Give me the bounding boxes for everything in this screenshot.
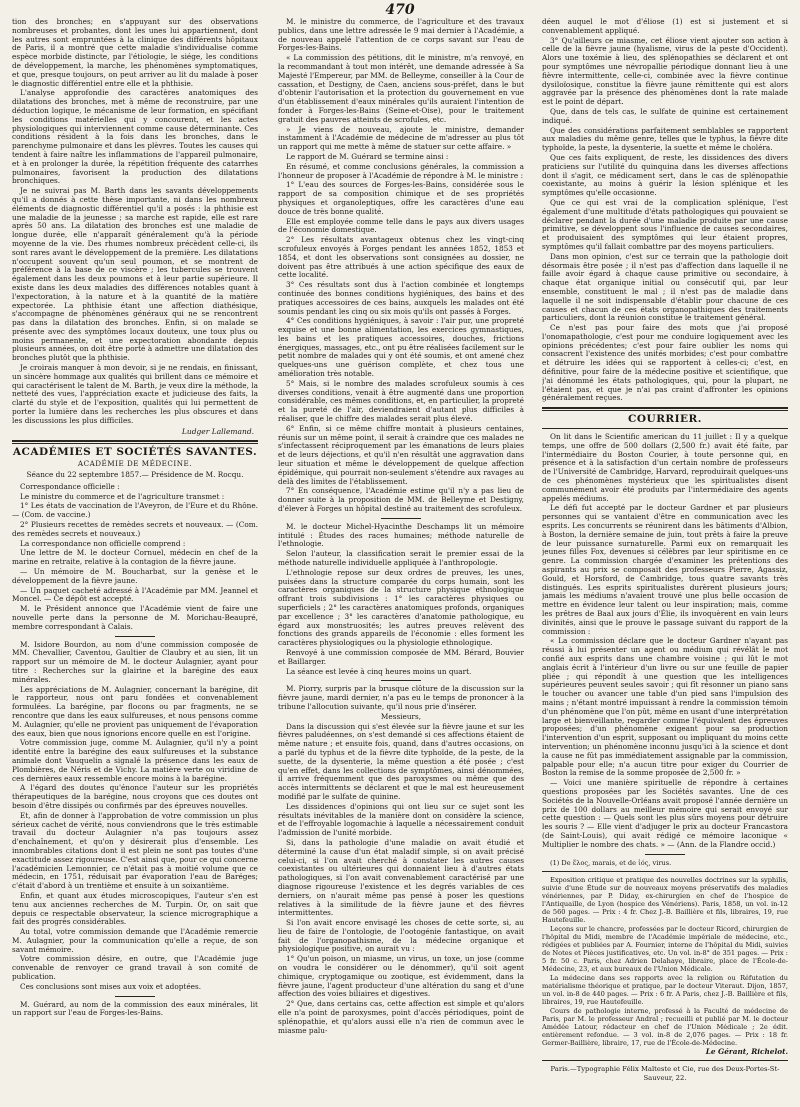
paragraph: M. Guérard, au nom de la commission des eaux minérales, lit un rapport sur l'eau de Forges-les-Bains. (12, 999, 258, 1018)
paragraph: 4° Ces conditions hygiéniques, à savoir : l'air pur, une propreté exquise et une bonne alimentation, les exercices gymnastiques, les bains et les pratiques accessoires, douches, frictions énergiques, massages, etc., ont pu être réalisées facilement sur le petit nombre de malades qui y ont été soumis, et ont amené chez quelques-uns une guérison complète, et chez tous une amélioration très notable. (278, 316, 524, 379)
paragraph: Le ministre du commerce et de l'agriculture transmet : (20, 491, 225, 501)
paragraph: En résumé, et comme conclusions générales, la commission a l'honneur de proposer à l'Académie de répondre à M. le ministre : (278, 161, 524, 180)
column-2 (278, 18, 524, 1098)
paragraph: — Un paquet cacheté adressé à l'Académie par MM. Jeannel et Moncel. — Ce dépôt est accepté. (12, 585, 258, 604)
paragraph: Une lettre de M. le docteur Cornuel, médecin en chef de la marine en retraite, relative à la contagion de la fièvre jaune. (12, 548, 258, 567)
paragraph: « La commission des pétitions, dit le ministre, m'a renvoyé, en la recommandant à tout mon intérêt, une demande adressée à Sa Majesté l'Empereur, par MM. de Belleyme, conseiller à la Cour de cassation, et Destigny, de Caen, anciens sous-préfet, dans le but d'obtenir l'autorisation et la protection du gouvernement en vue d'un établissement d'eaux minérales qu'ils auraient l'intention de fonder à Forges-les-Bains (Seine-et-Oise), pour le traitement gratuit des pauvres atteints de scrofules, etc. (278, 53, 524, 124)
column-3 (542, 18, 788, 1098)
paragraph: Si, dans la pathologie d'une maladie on avait étudié et déterminé la cause d'un état maladif simple, si on avait précisé celui-ci, si l'on avait cherché à constater les autres causes coexistantes ou ultérieures qui donnaient lieu à d'autres états pathologiques, si l'on avait convenablement caractérisé par une diagnose rigoureuse l'existence et les degrés variables de ces derniers, on n'aurait même pas pensé à poser les questions relatives à la similitude de la fièvre jaune et des fièvres intermittentes. (278, 837, 524, 918)
paragraph: Que ce qui est vrai de la complication splénique, l'est également d'une multitude d'états pathologiques qui pouvaient se déclarer pendant la durée d'une maladie produite par une cause primitive, se développent sous l'influence de causes secondaires, et produisaient des symptômes qui leur étaient propres, symptômes qu'il fallait combattre par des moyens particuliers. (542, 197, 788, 251)
advertisement: Exposition critique et pratique des nouvelles doctrines sur la syphilis, suivie d'une Étude sur de nouveaux moyens préservatifs des maladies vénériennes, par P. Diday, ex-chirurgien en chef de l'hospice de l'Antiquaille, de Lyon (hospice des Vénériens). Paris, 1858, un vol. in-12 de 560 pages. — Prix : 4 fr. Chez J.-B. Baillière et fils, libraires, 19, rue Hautefeuille. (542, 875, 788, 924)
paragraph: Si l'on avait encore envisagé les choses de cette sorte, si, au lieu de faire de l'ontologie, de l'ootogénie fantastique, on avait fait de l'organopathisme, de la médecine organique et physiologique positive, on aurait vu : (278, 918, 524, 954)
paragraph: Je croirais manquer à mon devoir, si je ne rendais, en finissant, un sincère hommage aux qualités qui brillent dans ce mémoire et qui caractérisent le talent de M. Barth, je veux dire la méthode, la netteté des vues, l'appréciation exacte et judicieuse des faits, la clarté du style et de l'exposition, qualités qui lui permettent de porter la lumière dans les recherches les plus obscures et dans les discussions les plus difficiles. (12, 363, 258, 425)
paragraph: Je ne suivrai pas M. Barth dans les savants développements qu'il a donnés à cette thèse importante, ni dans les nombreux éléments de diagnostic différentiel qu'il a posés : la phthisie est une maladie de la jeunesse ; sa marche est rapide, elle est rare après 50 ans. La dilatation des bronches est une maladie de longue durée, elle n'apparaît généralement qu'à la période moyenne de la vie. Des rhumes nombreux précèdent celle-ci, ils sont rares avant le développement de la première. Les dilatations n'occupent souvent qu'un seul poumon, et se montrent de préférence à la base de ce viscère ; les tubercules se trouvent également dans les deux poumons et à leur partie supérieure. Il existe dans les deux maladies des différences notables quant à l'expectoration, à la nature et à la quantité de la matière expectorée. La phthisie étant une affection diathésique, s'accompagne de phénomènes généraux qui ne se rencontrent pas dans la dilatation des bronches. Enfin, si on malade se présente avec des symptômes locaux douteux, une toux plus ou moins permanente, et une expectoration abondante depuis plusieurs années, on doit être porté à admettre une dilatation des bronches plutôt que la phthisie. (12, 186, 258, 363)
paragraph: Ces conclusions sont mises aux voix et adoptées. (20, 981, 202, 991)
paragraph: L'analyse approfondie des caractères anatomiques des dilatations des bronches, met à même de reconstruire, par une déduction logique, le mécanisme de leur formation, en spécifiant les conditions matérielles qui y concourent, et les actes physiologiques qui interviennent comme cause déterminante. Ces conditions résident à la fois dans les bronches, dans le parenchyme pulmonaire et dans les plèvres. Toutes les causes qui tendent à faire naître les inflammations de l'appareil pulmonaire, et à en prolonger la durée, la répétition fréquente des catarrhes pulmonaires, favorisent la production des dilatations bronchiques. (12, 88, 258, 186)
paragraph: Que des considérations parfaitement semblables se rapportent aux maladies du même genre, telles que le typhus, la fièvre dite typhoïde, la peste, la dysenterie, la suette et même le choléra. (542, 125, 788, 153)
signature: Ludger Lallemand. (181, 426, 254, 436)
session-line: Séance du 22 septembre 1857.— Présidence de M. Rocqu. (26, 470, 244, 480)
paragraph: 5° Mais, si le nombre des malades scrofuleux soumis à ces diverses conditions, venait à être augmenté dans une proportion considérable, ces mêmes conditions, et, en particulier, la propreté et la pureté de l'air, deviendraient d'autant plus difficiles à réaliser, que le chiffre des malades serait plus élevé. (278, 378, 524, 424)
paragraph: 6° Enfin, si ce même chiffre montait à plusieurs centaines, réunis sur un même point, il serait à craindre que ces malades ne s'infectassent réciproquement par les émanations de leurs plaies et de leurs déjections, et qu'il n'en résultât une aggravation dans leur situation et même le développement de quelque affection épidémique, qui pourrait non-seulement s'étendre aux ravages au delà des limites de l'établissement. (278, 423, 524, 486)
paragraph: Ce n'est pas pour faire des mots que j'ai proposé l'onomapathologie, c'est pour me conduire logiquement avec les opinions précédentes; c'est pour faire oublier les noms qui consacrent l'existence des unités morbides; c'est pour combattre et détruire les idées qui se rapportent à celles-ci; c'est, en définitive, pour faire de la médecine positive et scientifique, que j'ai dénommé les états pathologiques, qui, pour la plupart, ne l'étaient pas, et que je n'ai pas craint d'affronter les opinions généralement reçues. (542, 323, 788, 403)
paragraph: — Voici une manière spirituelle de répondre à certaines questions proposées par les Sociétés savantes. Une de ces Sociétés de la Nouvelle-Orléans avait proposé l'année dernière un prix de 100 dollars au meilleur mémoire qui serait envoyé sur cette question : — Quels sont les plus sûrs moyens pour détruire les souris ? — Elle vient d'adjuger le prix au docteur Francastora (de Saint-Louis), qui avait rédigé ce mémoire laconique « Multiplier le nombre des chats. » — (Ann. de la Flandre occid.) (542, 778, 788, 849)
paragraph: L'ethnologie repose sur deux ordres de preuves, les unes, puisées dans la structure comparée du corps humain, sont les caractères organiques de la structure physique ethnologique offrant trois subdivisions : 1° les caractères physiques ou superficiels ; 2° les caractères anatomiques profonds, organiques par excellence ; 3° les caractères d'anatomie pathologique, eu égard aux monstruosités; les autres preuves relèvent des fonctions des grands appareils de l'économie : elles forment les caractères physiologiques ou la physiologie ethnologique. (278, 567, 524, 648)
divider (542, 428, 788, 429)
paragraph: M. Piorry, surpris par la brusque clôture de la discussion sur la fièvre jaune, mardi dernier, n'a pas eu le temps de prononcer à la tribune l'allocution suivante, qu'il nous prie d'insérer. (278, 684, 524, 711)
paragraph: Le rapport de M. Guérard se termine ainsi : (286, 151, 449, 161)
paragraph: Le défi fut accepté par le docteur Gardner et par plusieurs personnes qui se vantaient d'être en communication avec les esprits. Les concurrents se réunirent dans les bâtiments d'Albion, à Boston, la dernière semaine de juin, tout prêts à faire la preuve de leur puissance surnaturelle. Parmi eux on remarquait les jeunes filles Fox, devenues si célèbres par leur spiritisme en ce genre. La commission chargée d'examiner les prétentions des aspirants au prix se composait des professeurs Pierre, Agassiz, Gould, et Horsford, de Cambridge, tous quatre savants très distingués. Les esprits spiritualistes durèrent plusieurs jours; jamais les médiums n'avaient trouvé une plus belle occasion de mettre en évidence leur talent ou leur inspiration; mais, comme les prêtres de Baal aux jours d'Élie, ils invoquèrent en vain leurs divinités, ainsi que le prouve le passage suivant du rapport de la commission : (542, 503, 788, 636)
paragraph: La séance est levée à cinq heures moins un quart. (286, 666, 472, 676)
paragraph: 1° Qu'un poison, un miasme, un virus, un toxe, un jose (comme on voudra le considérer ou le dénommer), qu'il soit agent chimique, cryptogamique ou zootique, est évidemment, dans la fièvre jaune, l'agent producteur d'une altération du sang et d'une affection des voies biliaires et digestives. (278, 954, 524, 999)
footnote: (1) De ἕλος, marais, et de ἰός, virus. (550, 858, 672, 867)
paragraph: Votre commission désire, en outre, que l'Académie juge convenable de renvoyer ce grand travail à son comité de publication. (12, 954, 258, 982)
divider (115, 636, 155, 637)
divider (542, 407, 788, 411)
paragraph: déen auquel le mot d'éliose (1) est si justement et si convenablement appliqué. (542, 18, 788, 35)
paragraph: Que, dans de tels cas, le sulfate de quinine est certainement indiqué. (542, 106, 788, 125)
divider (12, 440, 258, 444)
paragraph: A l'égard des doutes qu'énonce l'auteur sur les propriétés thérapeutiques de la barégine, nous croyons que ces doutes ont besoin d'être dissipés ou confirmés par des épreuves nouvelles. (12, 783, 258, 810)
advertisement: La médecine dans ses rapports avec la religion ou Réfutation du matérialisme théorique et pratique, par le docteur Viteraut. Dijon, 1857, un vol. in-8 de 440 pages. — Prix : 6 fr. A Paris, chez J.-B. Baillière et fils, libraires, 19, rue Hautefeuille. (542, 973, 788, 1006)
paragraph: Dans mon opinion, c'est sur ce terrain que la pathologie doit désormais être posée ; il n'est pas d'affection dans laquelle il ne faille avoir égard à chaque cause primitive ou secondaire, à chaque état organique initial ou consécutif qui, par leur ensemble, constituent le mal ; il n'est pas de maladie dans laquelle il ne soit indispensable d'établir pour chacune de ces causes et chacun de ces états organopathiques des traitements particuliers, dont la réunion constitue le traitement général. (542, 251, 788, 323)
paragraph: tion des bronches; en s'appuyant sur des observations nombreuses et probantes, dont les unes lui appartiennent, dont les autres sont empruntées à la clinique des différents hôpitaux de Paris, il a montré que cette maladie s'individualise comme espèce morbide distincte, par l'étiologie, le siége, les conditions de développement, la marche, les phénomènes symptomatiques, et que, presque toujours, on peut arriver au lit du malade à poser le diagnostic différentiel entre elle et la phthisie. (12, 18, 258, 88)
page-number: 470 (385, 2, 415, 18)
divider (115, 996, 155, 997)
paragraph: 3° Ces résultats sont dus à l'action combinée et longtemps continuée des bonnes conditions hygiéniques, des bains et des pratiques accessoires de ces bains, auxquels les malades ont été soumis pendant les cinq ou six mois qu'ils ont passés à Forges. (278, 280, 524, 316)
paragraph: 3° Qu'ailleurs ce miasme, cet éliose vient ajouter son action à celle de la fièvre jaune (hyalisme, virus de la peste d'Occident). Alors une toxémie à lieu, des splénopathies se déclarent et ont pour symptômes une névropallie périodique donnant lieu à une fièvre intermittente, celle-ci, combinée avec la fièvre continue dysiloïosique, constitue la fièvre jaune rémittente qui est alors aggravée par la présence des phénomènes dont la rate malade est le point de départ. (542, 35, 788, 107)
paragraph: Elle est employée comme telle dans le pays aux divers usages de l'économie domestique. (278, 216, 524, 235)
paragraph: La correspondance non officielle comprend : (20, 538, 186, 548)
section-title: COURRIER. (628, 413, 702, 426)
section-title: ACADÉMIES ET SOCIÉTÉS SAVANTES. (12, 446, 258, 459)
paragraph: 1° Les états de vaccination de l'Aveyron, de l'Eure et du Rhône. — (Com. de vaccine.) (12, 501, 258, 520)
paragraph: M. le Président annonce que l'Académie vient de faire une nouvelle perte dans la personne de M. Morichau-Beaupré, membre correspondant à Calais. (12, 604, 258, 631)
paragraph: Les appréciations de M. Aulagnier, concernant la barégine, dit le rapporteur, nous ont paru fondées et convenablement formulées. La barégine, par flocons ou par fragments, ne se rencontre que dans les eaux sulfureuses, et nous pensons comme M. Aulagnier, qu'elle ne provient pas uniquement de l'évaporation des eaux, bien que nous ignorions encore quelle en est l'origine. (12, 684, 258, 738)
paragraph: Enfin, et quant aux études microscopiques, l'auteur s'en est tenu aux anciennes recherches de M. Turpin. Or, on sait que depuis ce respectable observateur, la science micrographique a fait des progrès considérables. (12, 890, 258, 927)
paragraph: 2° Que, dans certains cas, cette affection est simple et qu'alors elle n'a point de paroxysmes, point d'accès périodiques, point de splénopathie, et qu'alors aussi elle n'a rien de commun avec le miasme palu- (278, 999, 524, 1035)
paragraph: M. Isidore Bourdon, au nom d'une commission composée de MM. Chevallier, Caventou, Gaultier de Claubry et au sien, lit un rapport sur un mémoire de M. le docteur Aulagnier, ayant pour titre : Recherches sur la glairine et la barégine des eaux minérales. (12, 639, 258, 684)
paragraph: M. le ministre du commerce, de l'agriculture et des travaux publics, dans une lettre adressée le 9 mai dernier à l'Académie, a de nouveau appelé l'attention de ce corps savant sur l'eau de Forges-les-Bains. (278, 18, 524, 53)
paragraph: « La commission déclare que le docteur Gardner n'ayant pas réussi à lui présenter un agent ou médium qui révélât le mot confié aux esprits dans une chambre voisine ; qui lût le mot anglais écrit à l'intérieur d'un livre ou sur une feuille de papier pliée ; qui répondît à une question que les intelligences supérieures peuvent seules savoir ; qui fît résonner un piano sans le toucher ou avancer une table d'un pied sans l'impulsion des mains ; n'étant montré impuissant à rendre la commission témoin d'un phénomène que l'on pût, même en usant d'une interprétation large et bienveillante, regarder comme l'équivalent des épreuves proposées; d'un phénomène exigeant pour sa production l'intervention d'un esprit, supposant ou impliquant du moins cette intervention; un phénomène inconnu jusqu'ici à la science et dont la cause ne fût pas immédiatement assignable par la commission, palpable pour elle; n'a aucun titre pour exiger du Courrier de Boston la remise de la somme proposée de 2,500 fr. » (542, 636, 788, 778)
academy-heading: ACADÉMIE DE MÉDECINE. (77, 459, 193, 469)
divider (542, 1060, 788, 1061)
paragraph: 7° En conséquence, l'Académie estime qu'il n'y a pas lieu de donner suite à la proposition de MM. de Belleyme et Destigny, d'élever à Forges un hôpital destiné au traitement des scrofuleux. (278, 486, 524, 514)
divider (645, 854, 685, 855)
paragraph: Selon l'auteur, la classification serait le premier essai de la méthode naturelle individuelle appliquée à l'anthropologie. (278, 549, 524, 568)
paragraph: Votre commission juge, comme M. Aulagnier, qu'il n'y a point identité entre la barégine des eaux sulfureuses et la substance animale dont Vauquelin a signalé la présence dans les eaux de Plombières, de Néris et de Vichy. La matière verte ou viridine de ces dernières eaux ressemble encore moins à la barégine. (12, 738, 258, 783)
divider (381, 680, 421, 681)
paragraph: Dans la discussion qui s'est élevée sur la fièvre jaune et sur les fièvres paludéennes, on s'est demandé si ces affections étaient de même nature ; et ensuite fois, quand, dans d'autres occasions, on a parlé du typhus et de la fièvre dite typhoïde, de la peste, de la suette, de la dysenterie, la même question a été posée ; c'est qu'en effet, dans les collections de symptômes, ainsi dénommées, il arrive fréquemment que des paroxysmes ou même que des accès intermittents se déclarent et que le mal est heureusement modifié par le sulfate de quinine. (278, 721, 524, 801)
printer-imprint: Paris.—Typographie Félix Malteste et Cie, rue des Deux-Portes-St-Sauveur, 22. (550, 1065, 780, 1083)
divider (381, 518, 421, 519)
paragraph: Que ces faits expliquent, de reste, les dissidences des divers praticiens sur l'utilité du quinquina dans les diverses affections dont il s'agit, ce médicament sert, dans le cas de splénopathie coexistante, au moins à guérir la lésion splénique et les symptômes qu'elle occasionne. (542, 152, 788, 198)
column-1 (12, 18, 258, 1098)
divider (542, 871, 788, 872)
advertisement: Leçons sur le chancre, professées par le docteur Ricord, chirurgien de l'hôpital du Midi, membre de l'Académie impériale de médecine, etc., rédigées et publiées par A. Fournier, interne de l'hôpital du Midi, suivies de Notes et Pièces justificatives, etc. Un vol. in-8° de 351 pages. — Prix : 5 fr. 50 c. Paris, chez Adrien Delahaye, libraire, place de l'École-de-Médecine, 23, et aux bureaux de l'Union Médicale. (542, 924, 788, 973)
paragraph: M. le docteur Michel-Hyacinthe Deschamps lit un mémoire intitulé : Études des races humaines; méthode naturelle de l'ethnologie. (278, 521, 524, 549)
paragraph: Les dissidences d'opinions qui ont lieu sur ce sujet sont les résultats inévitables de la manière dont on considère la science, et de l'effroyable logomachie à laquelle a nécessairement conduit l'admission de l'unité morbide. (278, 801, 524, 838)
paragraph: On lit dans le Scientific american du 11 juillet : Il y a quelque temps, une offre de 500 dollars (2,500 fr.) avait été faite, par l'intermédiaire du Boston Courier, à toute personne qui, en présence et à la satisfaction d'un certain nombre de professeurs de l'Université de Cambridge, Harvard, reproduirait quelques-uns de ces phénomènes mystérieux que les spiritualistes disent communément avoir été produits par l'intermédiaire des agents appelés médiums. (542, 432, 788, 503)
gerant-signature: Le Gérant, Richelot. (705, 1046, 788, 1056)
advertisement: Cours de pathologie interne, professé à la Faculté de médecine de Paris, par M. le professeur Andral ; recueilli et publié par M. le docteur Amédée Latour, rédacteur en chef de l'Union Médicale ; 2e édit. entièrement refondue. — 3 vol. in-8 de 2,076 pages. — Prix : 18 fr. Germer-Baillière, libraire, 17, rue de l'École-de-Médecine. (542, 1006, 788, 1047)
paragraph: 2° Les résultats avantageux obtenus chez les vingt-cinq scrofuleux envoyés à Forges pendant les années 1852, 1853 et 1854, et dont les observations sont consignées au dossier, ne doivent pas être attribués à une action spécifique des eaux de cette localité. (278, 235, 524, 280)
paragraph: Renvoyé à une commission composée de MM. Bérard, Bouvier et Baillarger. (278, 647, 524, 666)
paragraph: 1° L'eau des sources de Forges-les-Bains, considérée sous le rapport de sa composition chimique et de ses propriétés physiques et organoleptiques, offre les caractères d'une eau douce de très bonne qualité. (278, 180, 524, 216)
paragraph: 2° Plusieurs recettes de remèdes secrets et nouveaux. — (Com. des remèdes secrets et nouveaux.) (12, 520, 258, 538)
paragraph: — Un mémoire de M. Boucharbat, sur la genèse et le développement de la fièvre jaune. (12, 567, 258, 585)
paragraph: Et, afin de donner à l'approbation de votre commission un plus sérieux cachet de vérité, nous conviendrons que le très estimable travail du docteur Aulagnier n'a pas toujours assez d'enchaînement, et qu'on y désirerait plus d'ensemble. Les innombrables citations dont il est plein ne sont pas toutes d'une exactitude assez rigoureuse. C'est ainsi que, pour ce qui concerne l'académicien Lemonnier, ce n'était pas à moitié volume que ce médecin, en 1751, réduisait par évaporation l'eau de Baréges; c'était d'abord à un trentième et ensuite à un soixantième. (12, 810, 258, 891)
salutation: Messieurs, (380, 711, 422, 721)
paragraph: Au total, votre commission demande que l'Académie remercie M. Aulagnier, pour la communication qu'elle a reçue, de son savant mémoire. (12, 927, 258, 954)
paragraph: » Je viens de nouveau, ajoute le ministre, demander instamment à l'Académie de médecine de m'adresser au plus tôt un rapport qui me mette à même de statuer sur cette affaire. » (278, 124, 524, 152)
paragraph: Correspondance officielle : (20, 481, 120, 491)
